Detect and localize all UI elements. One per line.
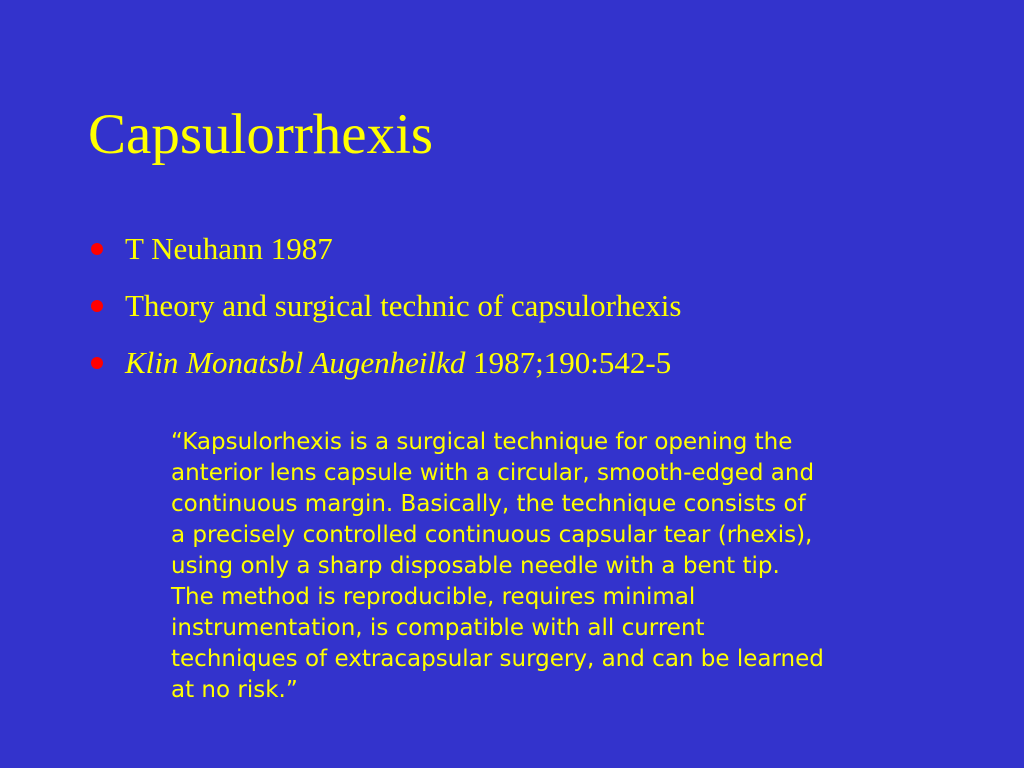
bullet-dot-icon	[91, 357, 103, 369]
bullet-text: Theory and surgical technic of capsulorhexis	[125, 288, 682, 323]
quote-line: instrumentation, is compatible with all current	[171, 615, 705, 641]
quote-line: continuous margin. Basically, the technique consists of	[171, 491, 806, 517]
quote-line: techniques of extracapsular surgery, and can be learned	[171, 646, 824, 672]
quote-block	[171, 427, 991, 706]
quote-line: a precisely controlled continuous capsular tear (rhexis),	[171, 522, 813, 548]
quote-line: anterior lens capsule with a circular, smooth-edged and	[171, 460, 815, 486]
bullet-item-author	[88, 226, 681, 283]
slide-title: Capsulorrhexis	[88, 103, 434, 166]
journal-name: Klin Monatsbl Augenheilkd	[125, 345, 466, 380]
bullet-item-citation	[88, 340, 681, 397]
bullet-item-paper-title	[88, 283, 681, 340]
quote-line: The method is reproducible, requires minimal	[171, 584, 696, 610]
bullet-dot-icon	[91, 300, 103, 312]
bullet-text: T Neuhann 1987	[125, 231, 333, 266]
quote-line: using only a sharp disposable needle with a bent tip.	[171, 553, 780, 579]
quote-line: at no risk.”	[171, 677, 298, 703]
bullet-dot-icon	[91, 243, 103, 255]
citation-details: 1987;190:542-5	[465, 345, 672, 380]
quote-line: “Kapsulorhexis is a surgical technique for opening the	[171, 429, 793, 455]
bullet-list	[88, 226, 681, 397]
